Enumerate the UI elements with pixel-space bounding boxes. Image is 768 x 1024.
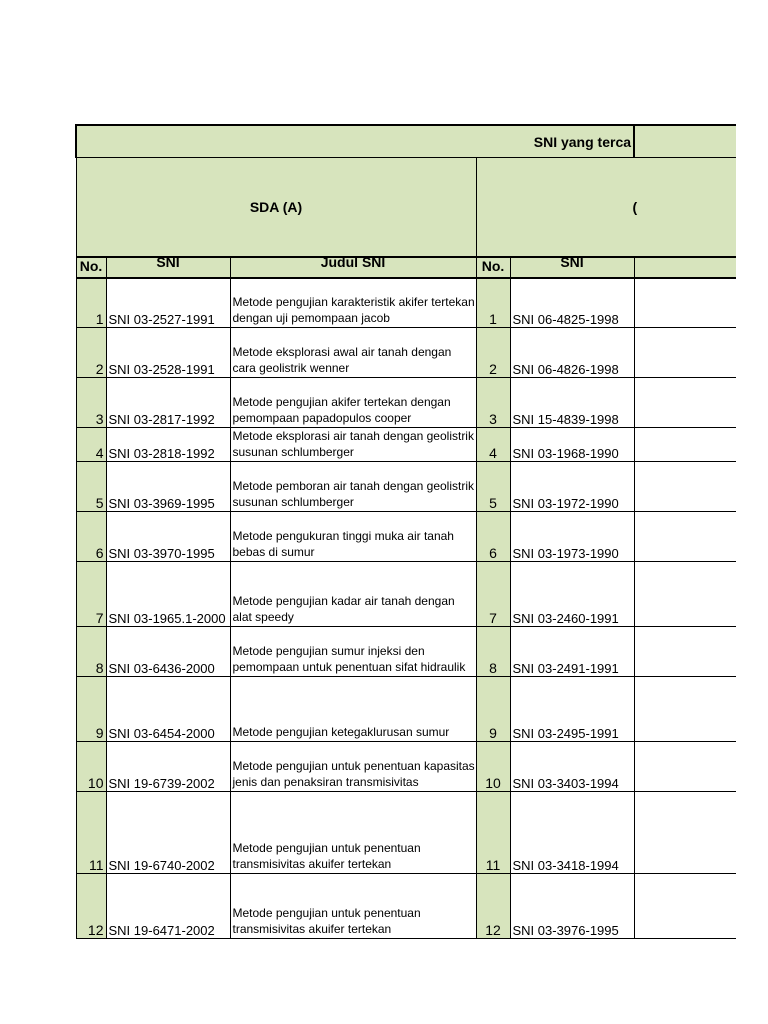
table-title-cell <box>76 125 634 158</box>
overflow-cell <box>634 377 736 427</box>
row-number-cell <box>76 278 106 327</box>
overflow-cell <box>634 561 736 626</box>
sni-code-cell <box>106 676 230 741</box>
row-number-cell <box>476 461 510 511</box>
sni-code-cell <box>510 741 634 791</box>
sni-code-cell <box>510 278 634 327</box>
row-number: 7 <box>95 609 104 626</box>
sni-title: Metode pengujian untuk penentuan transmisivitas akuifer tertekan <box>232 905 421 936</box>
sni-code-cell <box>106 791 230 873</box>
table-row <box>76 327 736 377</box>
table-row <box>76 561 736 626</box>
row-number-cell <box>76 626 106 676</box>
sni-code: SNI 03-6454-2000 <box>108 725 215 741</box>
sni-title: Metode pengujian akifer tertekan dengan pemompaan papadopulos cooper <box>232 394 451 425</box>
table-row <box>76 278 736 327</box>
sni-code: SNI 19-6471-2002 <box>108 922 215 938</box>
overflow-cell <box>634 741 736 791</box>
row-number-cell <box>476 561 510 626</box>
column-header-sni: SNI <box>510 257 634 278</box>
sni-title-cell <box>230 377 476 427</box>
sni-title-cell <box>230 461 476 511</box>
sni-code-cell <box>106 626 230 676</box>
sni-title: Metode pengujian sumur injeksi den pemompaan untuk penentuan sifat hidraulik <box>232 643 466 674</box>
row-number-cell <box>476 676 510 741</box>
sni-code-cell <box>510 377 634 427</box>
table-row <box>76 873 736 938</box>
sni-code-cell <box>510 561 634 626</box>
row-number: 5 <box>95 494 104 511</box>
row-number-cell <box>476 327 510 377</box>
sni-code: SNI 03-1972-1990 <box>512 495 619 511</box>
row-number: 9 <box>489 724 497 741</box>
row-number-cell <box>76 377 106 427</box>
sni-title-cell <box>230 791 476 873</box>
sni-title: Metode eksplorasi air tanah dengan geolistrik susunan schlumberger <box>232 428 474 459</box>
sni-code-cell <box>106 511 230 561</box>
sni-title-cell <box>230 626 476 676</box>
sni-table-viewport <box>75 124 638 939</box>
sni-title-cell <box>230 561 476 626</box>
column-header-overflow <box>634 257 736 278</box>
sni-code: SNI 03-2527-1991 <box>108 311 215 327</box>
sni-title-cell <box>230 511 476 561</box>
table-row <box>76 741 736 791</box>
sni-title: Metode pemboran air tanah dengan geolistrik susunan schlumberger <box>232 478 474 509</box>
table-row <box>76 626 736 676</box>
overflow-cell <box>634 427 736 461</box>
overflow-cell <box>634 626 736 676</box>
row-number: 11 <box>485 856 501 873</box>
sni-code-cell <box>106 427 230 461</box>
group-header-label: SDA (A) <box>249 199 303 215</box>
row-number-cell <box>76 427 106 461</box>
row-number: 9 <box>95 724 104 741</box>
sni-code: SNI 19-6739-2002 <box>108 775 215 791</box>
row-number-cell <box>76 327 106 377</box>
sni-code: SNI 03-3418-1994 <box>512 857 619 873</box>
row-number: 10 <box>87 774 104 791</box>
overflow-cell <box>634 791 736 873</box>
sni-code: SNI 03-1968-1990 <box>512 445 619 461</box>
group-header-sda-a <box>76 158 476 258</box>
overflow-cell <box>634 278 736 327</box>
sni-code: SNI 06-4825-1998 <box>512 311 619 327</box>
sni-code: SNI 03-3976-1995 <box>512 922 619 938</box>
sni-code: SNI 03-6436-2000 <box>108 660 215 676</box>
sni-code: SNI 03-3970-1995 <box>108 545 215 561</box>
sni-code-cell <box>106 461 230 511</box>
row-number: 2 <box>95 360 104 377</box>
sni-code-cell <box>106 377 230 427</box>
sni-code-cell <box>106 873 230 938</box>
sni-code-cell <box>106 327 230 377</box>
overflow-cell <box>634 327 736 377</box>
table-row <box>76 461 736 511</box>
column-header-judul: Judul SNI <box>230 257 476 278</box>
row-number: 12 <box>87 921 104 938</box>
row-number-cell <box>476 511 510 561</box>
sni-code: SNI 06-4826-1998 <box>512 361 619 377</box>
sni-title: Metode pengujian kadar air tanah dengan alat speedy <box>232 593 455 624</box>
column-header-sni: SNI <box>106 257 230 278</box>
group-header-right <box>476 158 736 258</box>
row-number-cell <box>76 676 106 741</box>
group-header-label: ( <box>632 199 638 215</box>
row-number: 6 <box>489 544 497 561</box>
table-row <box>76 791 736 873</box>
sni-title-cell <box>230 278 476 327</box>
row-number: 5 <box>489 494 497 511</box>
sni-title: Metode pengujian karakteristik akifer tertekan dengan uji pemompaan jacob <box>232 294 475 325</box>
sni-code-cell <box>510 327 634 377</box>
row-number-cell <box>76 741 106 791</box>
row-number: 10 <box>485 774 501 791</box>
overflow-cell <box>634 676 736 741</box>
row-number: 4 <box>95 444 104 461</box>
sni-code-cell <box>510 676 634 741</box>
sni-code: SNI 03-2528-1991 <box>108 361 215 377</box>
row-number-cell <box>476 791 510 873</box>
sni-code: SNI 03-2817-1992 <box>108 411 215 427</box>
sni-code: SNI 03-2495-1991 <box>512 725 619 741</box>
sni-code-cell <box>510 427 634 461</box>
sni-code: SNI 19-6740-2002 <box>108 857 215 873</box>
sni-title: Metode pengujian ketegaklurusan sumur <box>232 724 450 739</box>
row-number-cell <box>476 278 510 327</box>
overflow-cell <box>634 511 736 561</box>
row-number: 4 <box>489 444 497 461</box>
table-row <box>76 511 736 561</box>
row-number: 1 <box>95 310 104 327</box>
sni-title: Metode eksplorasi awal air tanah dengan cara geolistrik wenner <box>232 344 452 375</box>
sni-code: SNI 03-3403-1994 <box>512 775 619 791</box>
table-row <box>76 377 736 427</box>
row-number: 1 <box>489 310 497 327</box>
row-number-cell <box>476 377 510 427</box>
sni-code: SNI 15-4839-1998 <box>512 411 619 427</box>
sni-title-cell <box>230 676 476 741</box>
sni-code-cell <box>106 561 230 626</box>
sni-title-cell <box>230 873 476 938</box>
table-title: SNI yang terca <box>533 133 632 150</box>
row-number: 3 <box>489 410 497 427</box>
row-number-cell <box>476 873 510 938</box>
sni-code: SNI 03-1965.1-2000 <box>108 610 226 626</box>
sni-code-cell <box>510 461 634 511</box>
row-number: 12 <box>485 921 501 938</box>
sni-title-cell <box>230 427 476 461</box>
sni-title: Metode pengukuran tinggi muka air tanah bebas di sumur <box>232 528 454 559</box>
sni-table <box>75 124 736 939</box>
table-title-overflow <box>634 125 736 158</box>
sni-code-cell <box>106 741 230 791</box>
row-number-cell <box>76 791 106 873</box>
sni-title: Metode pengujian untuk penentuan transmisivitas akuifer tertekan <box>232 840 421 871</box>
column-header-no: No. <box>76 257 106 278</box>
sni-code-cell <box>106 278 230 327</box>
row-number: 2 <box>489 360 497 377</box>
row-number-cell <box>476 427 510 461</box>
row-number-cell <box>476 626 510 676</box>
sni-code-cell <box>510 791 634 873</box>
sni-title-cell <box>230 327 476 377</box>
sni-code-cell <box>510 511 634 561</box>
row-number-cell <box>76 511 106 561</box>
row-number: 11 <box>88 856 104 873</box>
column-header-no: No. <box>476 257 510 278</box>
row-number-cell <box>76 873 106 938</box>
row-number-cell <box>76 561 106 626</box>
row-number-cell <box>76 461 106 511</box>
sni-code: SNI 03-2460-1991 <box>512 610 619 626</box>
row-number: 8 <box>489 659 497 676</box>
row-number: 3 <box>95 410 104 427</box>
sni-code-cell <box>510 873 634 938</box>
row-number: 6 <box>95 544 104 561</box>
sni-code: SNI 03-1973-1990 <box>512 545 619 561</box>
sni-code: SNI 03-2818-1992 <box>108 445 215 461</box>
overflow-cell <box>634 461 736 511</box>
table-row <box>76 676 736 741</box>
row-number-cell <box>476 741 510 791</box>
sni-code: SNI 03-2491-1991 <box>512 660 619 676</box>
row-number: 8 <box>95 659 104 676</box>
row-number: 7 <box>489 609 497 626</box>
sni-code-cell <box>510 626 634 676</box>
sni-code: SNI 03-3969-1995 <box>108 495 215 511</box>
table-row <box>76 427 736 461</box>
sni-title: Metode pengujian untuk penentuan kapasitas jenis dan penaksiran transmisivitas <box>232 758 475 789</box>
overflow-cell <box>634 873 736 938</box>
sni-title-cell <box>230 741 476 791</box>
